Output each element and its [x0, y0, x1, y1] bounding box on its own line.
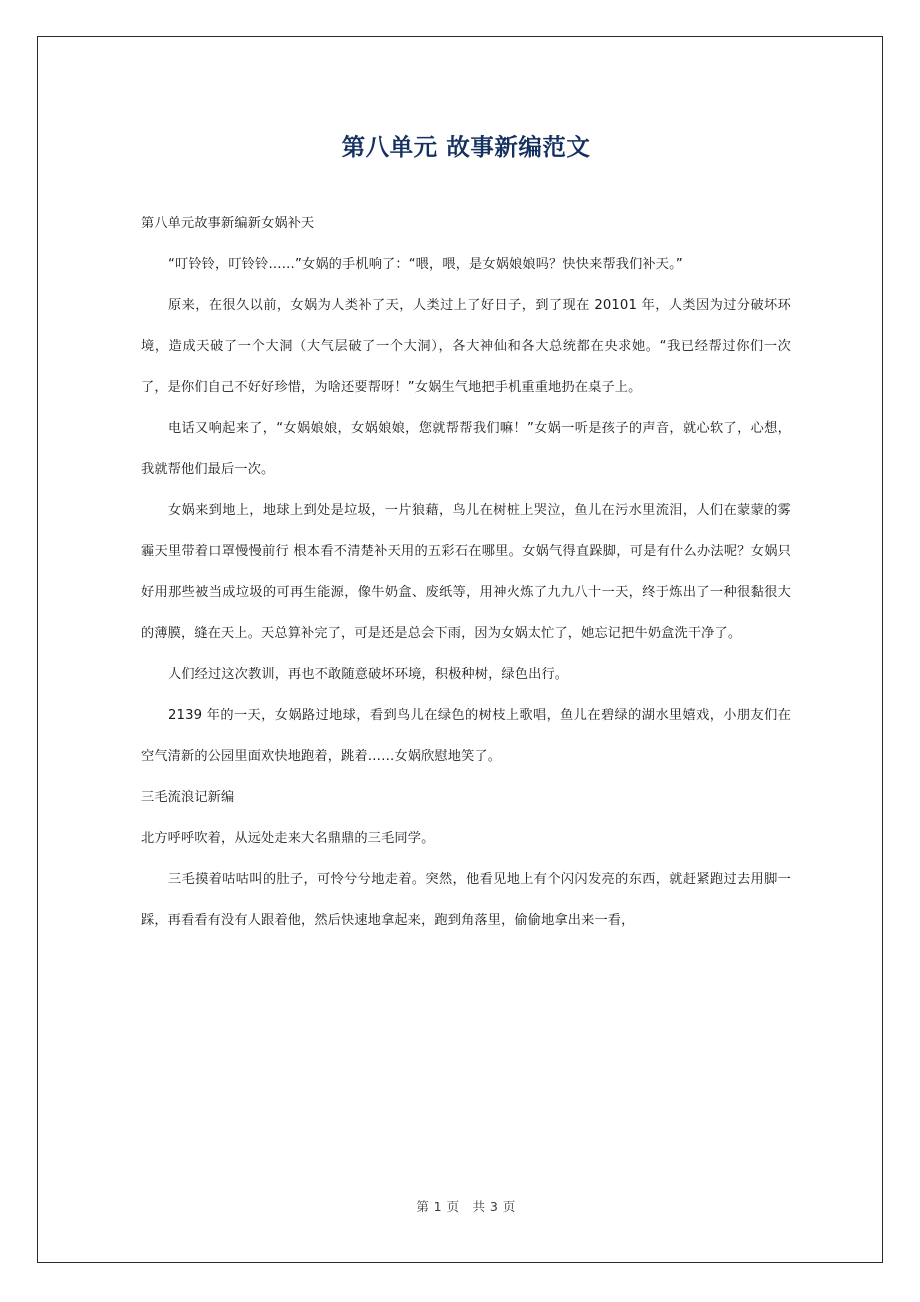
document-content — [141, 36, 791, 941]
paragraph-second-call: 电话又响起来了，“女娲娘娘，女娲娘娘，您就帮帮我们嘛！”女娲一听是孩子的声音，就心软了，心想，我就帮他们最后一次。 — [141, 420, 791, 477]
page-footer — [141, 1196, 791, 1215]
paragraph-origin: 原来，在很久以前，女娲为人类补了天，人类过上了好日子，到了现在 20101 年，人类因为过分破坏环境，造成天破了一个大洞（大气层破了一个大洞），各大神仙和各大总统都在央求她。“我已经帮过你们一次了，是你们自己不好好珍惜，为啥还要帮呀！”女娲生气地把手机重重地扔在桌子上。 — [141, 297, 791, 395]
page-title: 第八单元 故事新编范文 — [341, 133, 591, 161]
paragraph-2139: 2139 年的一天，女娲路过地球，看到鸟儿在绿色的树枝上歌唱，鱼儿在碧绿的湖水里嬉戏，小朋友们在空气清新的公园里面欢快地跑着，跳着……女娲欣慰地笑了。 — [141, 707, 791, 764]
paragraph-sanmao-wind: 北方呼呼吹着，从远处走来大名鼎鼎的三毛同学。 — [141, 830, 435, 846]
paragraph-heading-nuwa: 第八单元故事新编新女娲补天 — [141, 215, 315, 231]
paragraph-lesson: 人们经过这次教训，再也不敢随意破坏环境，积极种树，绿色出行。 — [168, 666, 569, 682]
paragraph-phone-ring: “叮铃铃，叮铃铃……”女娲的手机响了：“喂，喂，是女娲娘娘吗？快快来帮我们补天。” — [168, 256, 683, 272]
document-body — [141, 203, 791, 941]
page-number-text: 第 1 页 共 3 页 — [416, 1199, 516, 1214]
paragraph-earth-visit: 女娲来到地上，地球上到处是垃圾，一片狼藉，鸟儿在树桩上哭泣，鱼儿在污水里流泪，人们在蒙蒙的雾霾天里带着口罩慢慢前行 根本看不清楚补天用的五彩石在哪里。女娲气得直跺脚，可是有什么办法呢？女娲只好用那些被当成垃圾的可再生能源，像牛奶盒、废纸等，用神火炼了九九八十一天，终于炼出了一种很黏很大的薄膜，缝在天上。天总算补完了，可是还是总会下雨，因为女娲太忙了，她忘记把牛奶盒洗干净了。 — [141, 502, 791, 641]
paragraph-heading-sanmao: 三毛流浪记新编 — [141, 789, 235, 805]
paragraph-sanmao-hungry: 三毛摸着咕咕叫的肚子，可怜兮兮地走着。突然，他看见地上有个闪闪发亮的东西，就赶紧跑过去用脚一踩，再看看有没有人跟着他，然后快速地拿起来，跑到角落里，偷偷地拿出来一看， — [141, 871, 791, 928]
